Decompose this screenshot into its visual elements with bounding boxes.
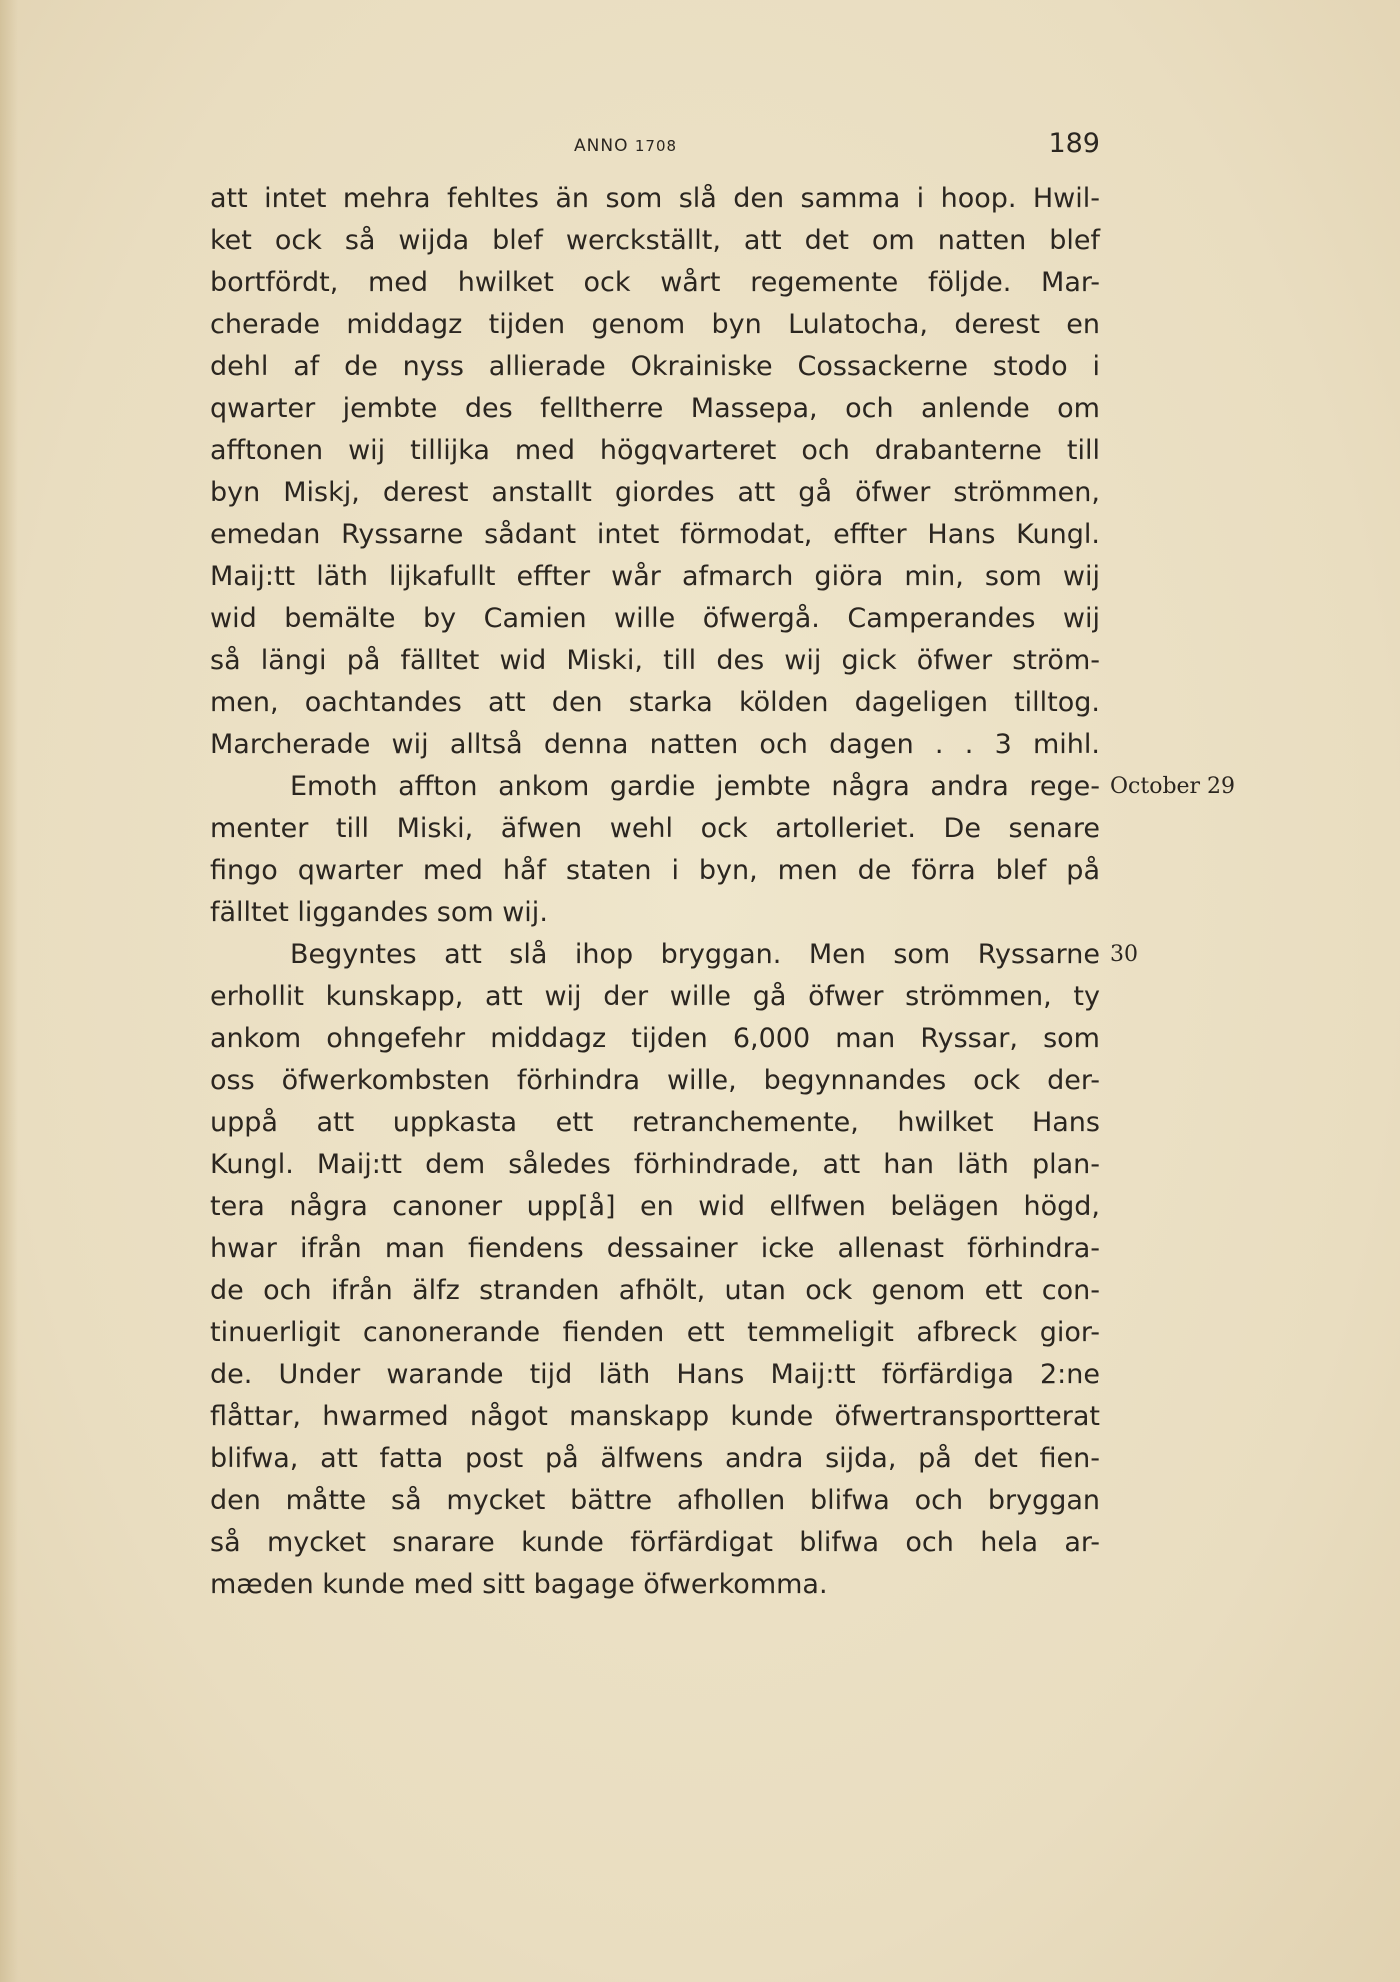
text-line: ankom ohngefehr middagz tijden 6,000 man Ryssar, som — [210, 1023, 1100, 1054]
text-line: den måtte så mycket bättre afhollen blifwa och bryggan — [210, 1485, 1100, 1516]
body-text — [210, 178, 1236, 1606]
text-line: hwar ifrån man fiendens dessainer icke allenast förhindra- — [210, 1233, 1100, 1264]
text-line: Maij:tt läth lijkafullt effter wår afmarch giöra min, som wij — [210, 561, 1100, 592]
page-edge-shadow — [0, 0, 18, 1982]
text-line: qwarter jembte des felltherre Massepa, och anlende om — [210, 393, 1100, 424]
text-line: Marcherade wij alltså denna natten och dagen . . 3 mihl. — [210, 729, 1100, 760]
text-line: fingo qwarter med håf staten i byn, men de förra blef på — [210, 855, 1100, 886]
text-line: erhollit kunskapp, att wij der wille gå öfwer strömmen, ty — [210, 981, 1100, 1012]
text-line: så mycket snarare kunde förfärdigat blifwa och hela ar- — [210, 1527, 1100, 1558]
text-line: de. Under warande tijd läth Hans Maij:tt förfärdiga 2:ne — [210, 1359, 1100, 1390]
text-line: byn Miskj, derest anstallt giordes att gå öfwer strömmen, — [210, 477, 1100, 508]
page-number: 189 — [1048, 128, 1100, 159]
text-line: dehl af de nyss allierade Okrainiske Cossackerne stodo i — [210, 351, 1100, 382]
text-line: cherade middagz tijden genom byn Lulatocha, derest en — [210, 309, 1100, 340]
running-title-year: 1708 — [634, 137, 678, 155]
text-line: mæden kunde med sitt bagage öfwerkomma. — [210, 1569, 828, 1600]
running-head — [210, 128, 1100, 168]
text-line: afftonen wij tillijka med högqvarteret och drabanterne till — [210, 435, 1100, 466]
running-title-word: ANNO — [574, 136, 629, 156]
text-line: emedan Ryssarne sådant intet förmodat, effter Hans Kungl. — [210, 519, 1100, 550]
running-title — [574, 136, 677, 156]
text-line: flåttar, hwarmed något manskapp kunde öfwertransportterat — [210, 1401, 1100, 1432]
text-line: tinuerligit canonerande fienden ett temmeligit afbreck gior- — [210, 1317, 1100, 1348]
text-line: de och ifrån älfz stranden afhölt, utan ock genom ett con- — [210, 1275, 1100, 1306]
text-line: så längi på fälltet wid Miski, till des wij gick öfwer ström- — [210, 645, 1100, 676]
text-line: blifwa, att fatta post på älfwens andra sijda, på det fien- — [210, 1443, 1100, 1474]
text-line: men, oachtandes att den starka kölden dageligen tilltog. — [210, 687, 1100, 718]
text-line: uppå att uppkasta ett retranchemente, hwilket Hans — [210, 1107, 1100, 1138]
text-line: oss öfwerkombsten förhindra wille, begynnandes ock der- — [210, 1065, 1100, 1096]
text-line: Emoth affton ankom gardie jembte några andra rege- October 29 — [210, 766, 1100, 808]
text-line: tera några canoner upp[å] en wid ellfwen belägen högd, — [210, 1191, 1100, 1222]
text-line: fälltet liggandes som wij. — [210, 897, 548, 928]
text-line: bortfördt, med hwilket ock wårt regemente följde. Mar- — [210, 267, 1100, 298]
margin-date-note: October 29 — [1110, 774, 1236, 799]
text-line: menter till Miski, äfwen wehl ock artolleriet. De senare — [210, 813, 1100, 844]
text-line: ket ock så wijda blef werckställt, att det om natten blef — [210, 225, 1100, 256]
text-line: Kungl. Maij:tt dem således förhindrade, att han läth plan- — [210, 1149, 1100, 1180]
margin-date-note: 30 — [1110, 942, 1138, 967]
text-line: Begyntes att slå ihop bryggan. Men som Ryssarne 30 — [210, 934, 1100, 976]
text-line: att intet mehra fehltes än som slå den samma i hoop. Hwil- — [210, 183, 1100, 214]
text-line: wid bemälte by Camien wille öfwergå. Camperandes wij — [210, 603, 1100, 634]
